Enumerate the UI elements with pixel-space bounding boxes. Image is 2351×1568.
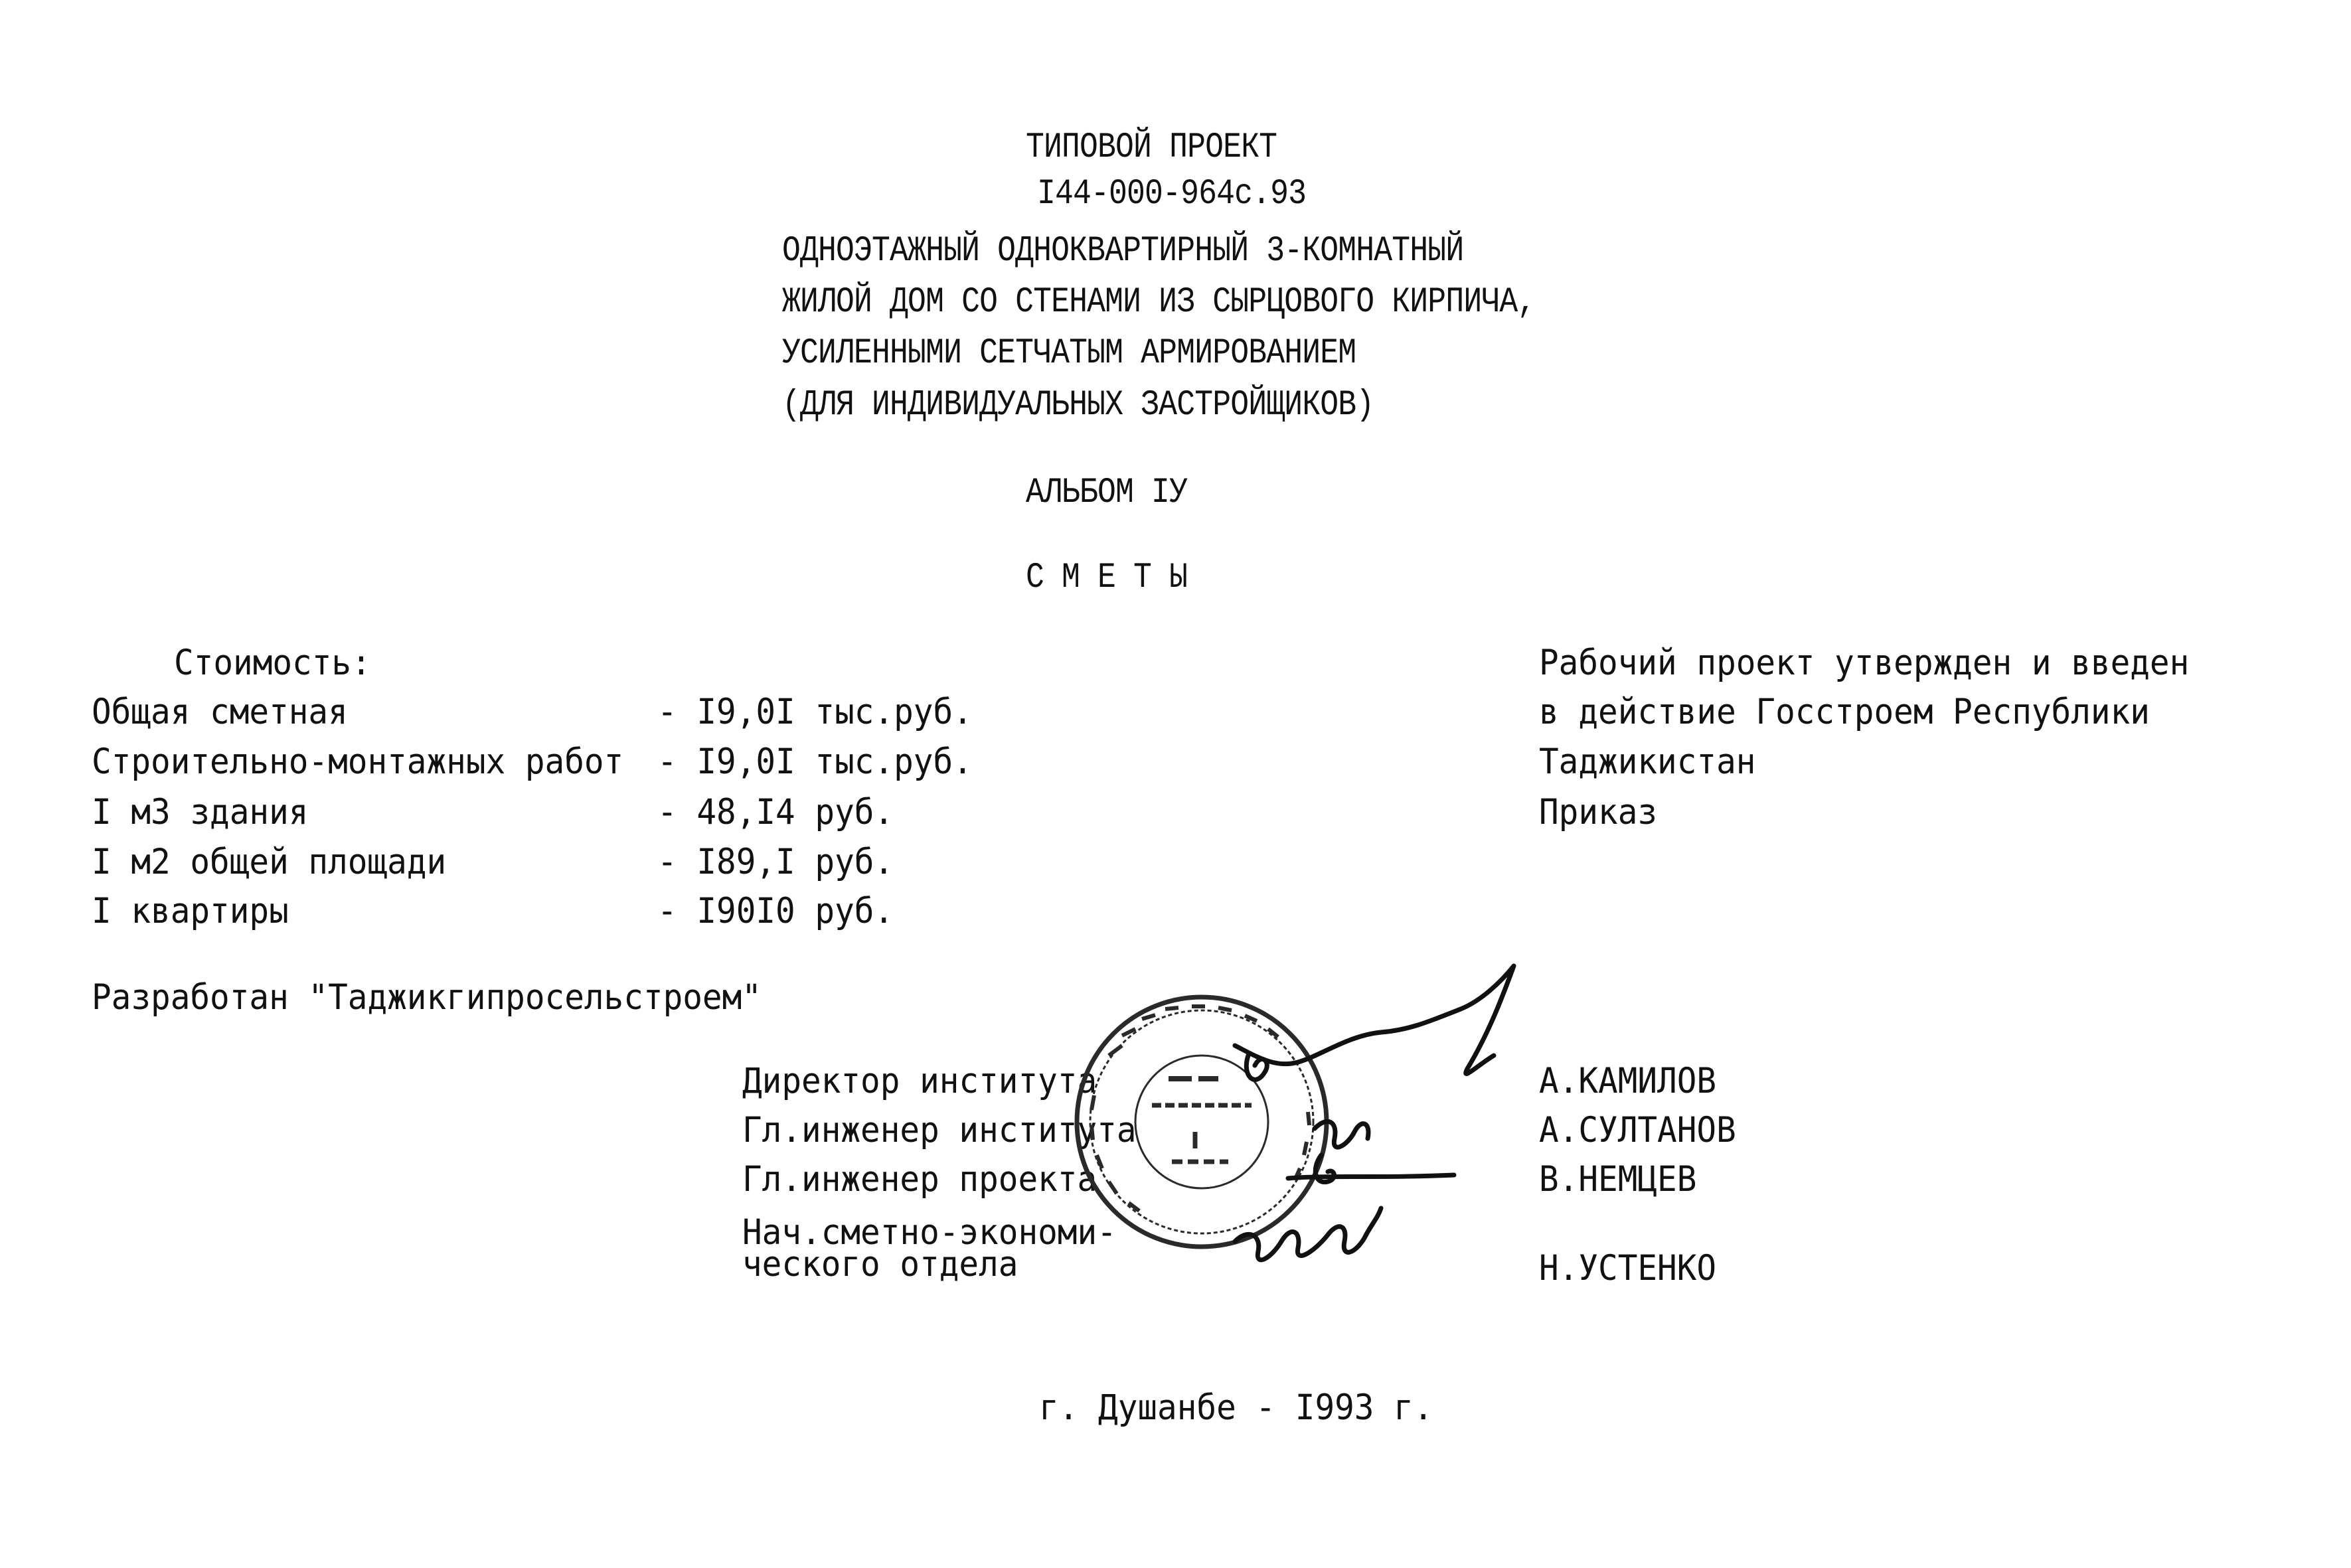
signatory-name: В.НЕМЦЕВ xyxy=(1539,1159,1697,1200)
cost-row-value: - 48,I4 руб. xyxy=(657,792,894,832)
signatory-name: А.СУЛТАНОВ xyxy=(1539,1110,1736,1150)
description-line-4: (ДЛЯ ИНДИВИДУАЛЬНЫХ ЗАСТРОЙЩИКОВ) xyxy=(782,385,1374,426)
cost-row-value: - I9,0I тыс.руб. xyxy=(657,742,973,782)
project-type-title: ТИПОВОЙ ПРОЕКТ xyxy=(1026,127,1277,168)
cost-row-value: - I9,0I тыс.руб. xyxy=(657,692,973,732)
cost-row-label: I м2 общей площади xyxy=(92,842,447,882)
project-code: I44-000-964с.93 xyxy=(1037,174,1307,214)
stamp-and-signatures xyxy=(1036,956,1580,1328)
section-title: С М Е Т Ы xyxy=(1026,558,1188,598)
approval-line-1: Рабочий проект утвержден и введен xyxy=(1539,643,2190,683)
cost-row-value: - I90I0 руб. xyxy=(657,891,894,931)
cost-row-label: I м3 здания xyxy=(92,792,309,832)
signatory-position: Гл.инженер проекта xyxy=(742,1159,1097,1200)
cost-row-label: Общая сметная xyxy=(92,692,348,732)
signatory-position: Нач.сметно-экономи- xyxy=(742,1212,1117,1253)
signatory-name: А.КАМИЛОВ xyxy=(1539,1061,1717,1101)
signatory-position: Директор института xyxy=(742,1061,1097,1101)
place-and-year: г. Душанбе - I993 г. xyxy=(1039,1387,1433,1428)
signatory-position: Гл.инженер института xyxy=(742,1110,1137,1150)
signatory-position-continued: ческого отдела xyxy=(742,1244,1018,1285)
cost-row-value: - I89,I руб. xyxy=(657,842,894,882)
description-line-1: ОДНОЭТАЖНЫЙ ОДНОКВАРТИРНЫЙ 3-КОМНАТНЫЙ xyxy=(782,231,1464,272)
cost-row-label: I квартиры xyxy=(92,891,289,931)
approval-line-4: Приказ xyxy=(1539,792,1658,832)
developer-line: Разработан "Таджикгипросельстроем" xyxy=(92,977,762,1018)
description-line-3: УСИЛЕННЫМИ СЕТЧАТЫМ АРМИРОВАНИЕМ xyxy=(782,333,1356,374)
signatory-name: Н.УСТЕНКО xyxy=(1539,1248,1717,1289)
cost-heading: Стоимость: xyxy=(174,643,371,683)
approval-line-2: в действие Госстроем Республики xyxy=(1539,692,2150,732)
cost-row-label: Строительно-монтажных работ xyxy=(92,742,624,782)
approval-line-3: Таджикистан xyxy=(1539,742,1756,782)
album-label: АЛЬБОМ IУ xyxy=(1026,473,1188,513)
description-line-2: ЖИЛОЙ ДОМ СО СТЕНАМИ ИЗ СЫРЦОВОГО КИРПИЧА, xyxy=(782,282,1536,323)
official-seal-icon xyxy=(1036,956,1580,1328)
